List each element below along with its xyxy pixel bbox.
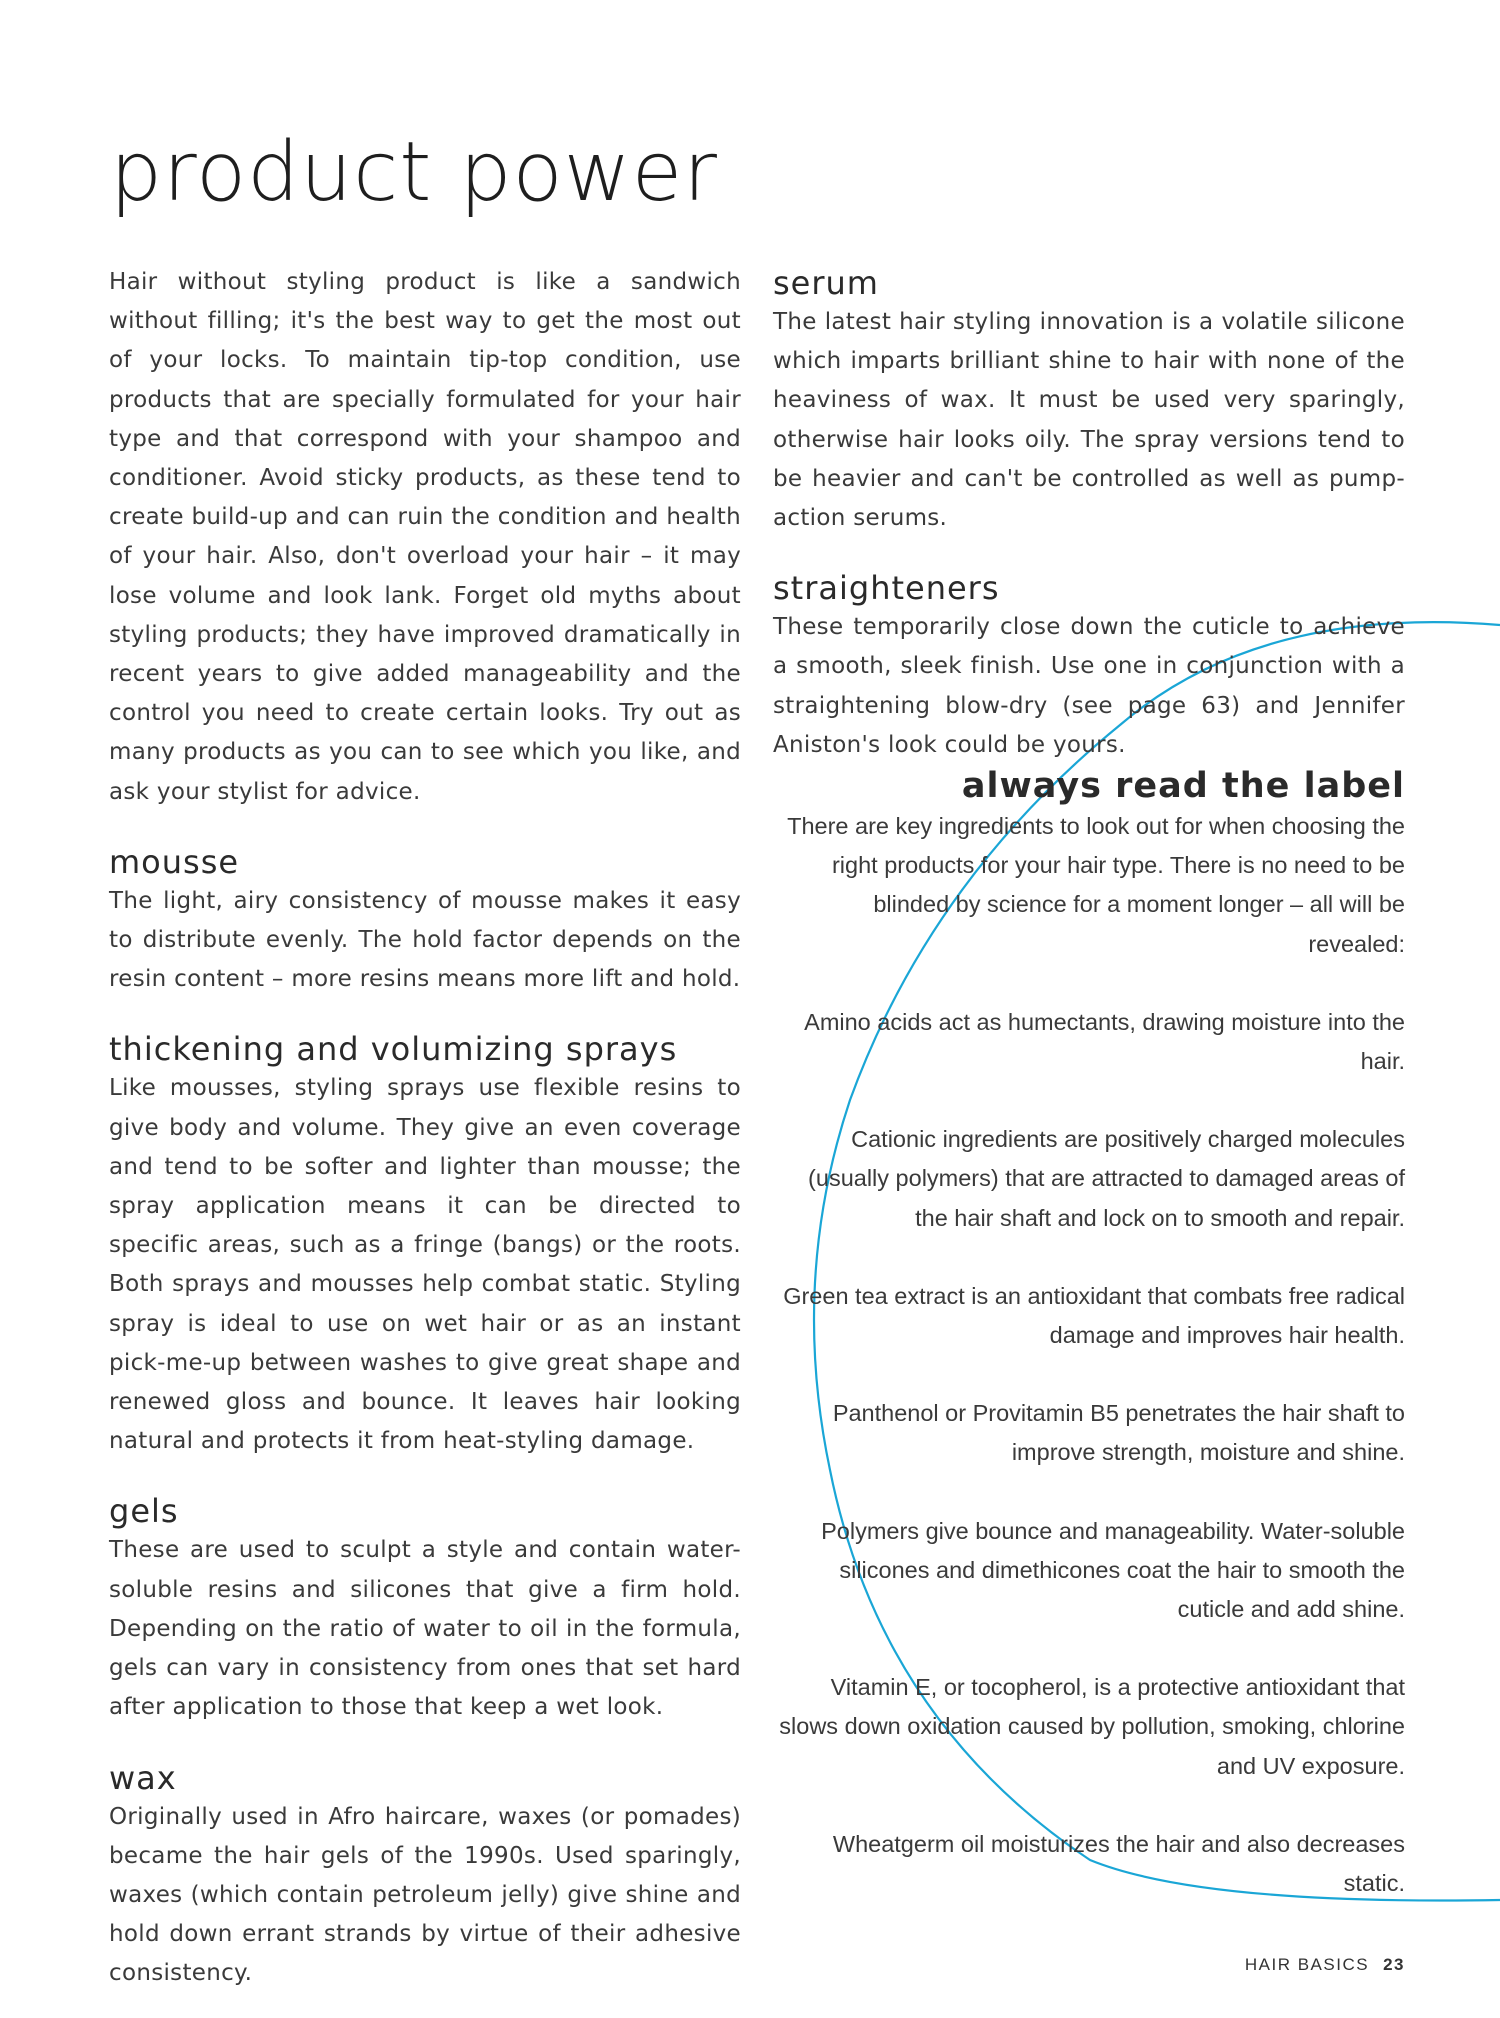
right-column: [773, 263, 1405, 765]
ingredient-item: Green tea extract is an antioxidant that combats free radical damage and improves hair health.: [783, 1282, 1405, 1349]
ingredient-item: Panthenol or Provitamin B5 penetrates the hair shaft to improve strength, moisture and shine.: [832, 1400, 1405, 1466]
ingredient-item: Vitamin E, or tocopherol, is a protective antioxidant that slows down oxidation caused by pollution, smoking, chlorine and UV exposure.: [779, 1674, 1405, 1779]
section-heading-mousse: mousse: [109, 842, 240, 881]
intro-paragraph: Hair without styling product is like a sandwich without filling; it's the best way to get the most out of your locks. To maintain tip-top condition, use products that are specially formulated for your hair type and that correspond with your shampoo and conditioner. Avoid sticky products, as these tend to create build-up and can ruin the condition and health of your hair. Also, don't overload your hair – it may lose volume and look lank. Forget old myths about styling products; they have improved dramatically in recent years to give added manageability and the control you need to create certain looks. Try out as many products as you can to see which you like, and ask your stylist for advice.: [109, 269, 741, 805]
section-heading-serum: serum: [773, 264, 879, 302]
section-body-mousse: The light, airy consistency of mousse makes it easy to distribute evenly. The hold factor depends on the resin content – more resins means more lift and hold.: [109, 887, 741, 993]
section-heading-sprays: thickening and volumizing sprays: [109, 1030, 678, 1069]
section-heading-wax: wax: [109, 1758, 177, 1797]
page-footer: [1245, 1955, 1405, 1975]
ingredient-item: Amino acids act as humectants, drawing moisture into the hair.: [804, 1008, 1405, 1075]
section-body-straighteners: These temporarily close down the cuticle to achieve a smooth, sleek finish. Use one in conjunction with a straightening blow-dry (see page 63) and Jennifer Aniston's look could be yours.: [773, 614, 1405, 758]
section-body-gels: These are used to sculpt a style and contain water-soluble resins and silicones that give a firm hold. Depending on the ratio of water to oil in the formula, gels can vary in consistency from ones that set hard after application to those that keep a wet look.: [109, 1537, 741, 1721]
section-body-sprays: Like mousses, styling sprays use flexible resins to give body and volume. They give an even coverage and tend to be softer and lighter than mousse; the spray application means it can be directed to specific areas, such as a fringe (bangs) or the roots. Both sprays and mousses help combat static. Styling spray is ideal to use on wet hair or as an instant pick-me-up between washes to give great shape and renewed gloss and bounce. It leaves hair looking natural and protects it from heat-styling damage.: [109, 1075, 741, 1455]
label-box: [772, 765, 1405, 1903]
ingredient-item: Wheatgerm oil moisturizes the hair and also decreases static.: [832, 1830, 1405, 1897]
page-number: 23: [1383, 1955, 1405, 1974]
page-title: product power: [110, 125, 718, 220]
section-body-wax: Originally used in Afro haircare, waxes (or pomades) became the hair gels of the 1990s. Used sparingly, waxes (which contain petroleum jelly) give shine and hold down errant strands by virtue of their adhesive consistency.: [109, 1803, 741, 1987]
left-column: [109, 263, 741, 1994]
section-body-serum: The latest hair styling innovation is a volatile silicone which imparts brilliant shine to hair with none of the heaviness of wax. It must be used very sparingly, otherwise hair looks oily. The spray versions tend to be heavier and can't be controlled as well as pump-action serums.: [773, 309, 1405, 532]
footer-section-label: HAIR BASICS: [1244, 1955, 1370, 1974]
label-box-intro: There are key ingredients to look out for when choosing the right products for your hair type. There is no need to be blinded by science for a moment longer – all will be revealed:: [787, 813, 1405, 957]
section-heading-straighteners: straighteners: [773, 569, 1000, 608]
ingredient-item: Cationic ingredients are positively charged molecules (usually polymers) that are attracted to damaged areas of the hair shaft and lock on to smooth and repair.: [808, 1126, 1405, 1231]
ingredient-item: Polymers give bounce and manageability. Water-soluble silicones and dimethicones coat the hair to smooth the cuticle and add shine.: [821, 1517, 1405, 1623]
label-box-heading: always read the label: [961, 766, 1405, 806]
section-heading-gels: gels: [109, 1492, 179, 1531]
